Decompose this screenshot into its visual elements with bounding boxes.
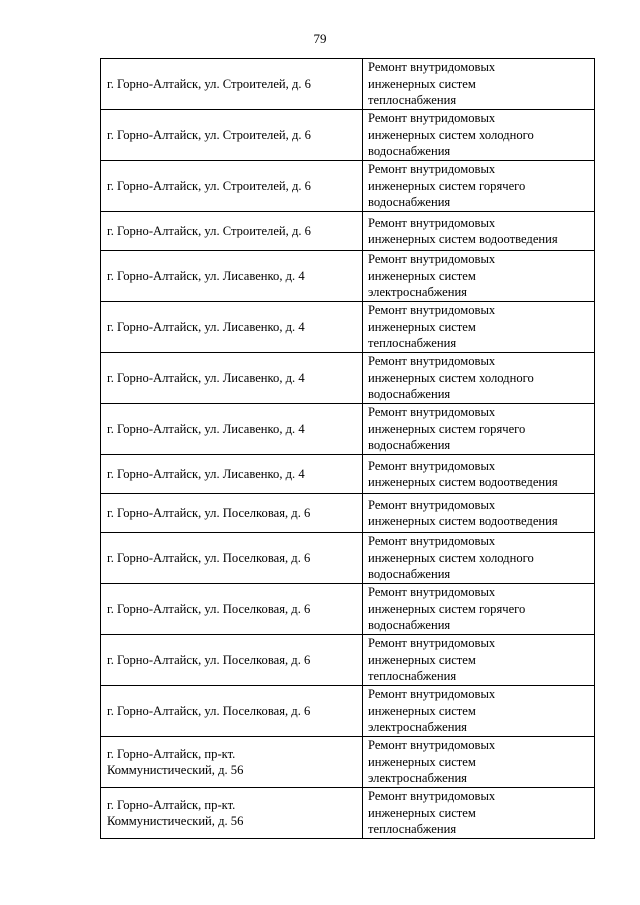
work-type-text: инженерных систем (368, 703, 476, 718)
work-type-text: Ремонт внутридомовых (368, 497, 496, 512)
address-text: г. Горно-Алтайск, ул. Поселковая, д. 6 (107, 703, 311, 718)
address-text: г. Горно-Алтайск, ул. Лисавенко, д. 4 (107, 319, 305, 334)
work-type-text: инженерных систем горячего (368, 178, 526, 193)
work-type-text: Ремонт внутридомовых (368, 215, 496, 230)
address-text: г. Горно-Алтайск, ул. Строителей, д. 6 (107, 76, 311, 91)
work-type-cell (363, 635, 595, 686)
work-type-text: Ремонт внутридомовых (368, 636, 496, 651)
table-row (101, 455, 595, 494)
work-type-text: Ремонт внутридомовых (368, 303, 496, 318)
work-type-text: водоснабжения (368, 144, 451, 159)
address-text: г. Горно-Алтайск, ул. Поселковая, д. 6 (107, 601, 311, 616)
work-type-text: теплоснабжения (368, 822, 457, 837)
address-text: Коммунистический, д. 56 (107, 814, 244, 828)
work-type-cell (363, 404, 595, 455)
address-cell (101, 635, 363, 686)
work-type-cell (363, 494, 595, 533)
address-text: г. Горно-Алтайск, ул. Лисавенко, д. 4 (107, 370, 305, 385)
table-row (101, 212, 595, 251)
work-type-text: инженерных систем горячего (368, 601, 526, 616)
work-type-text: электроснабжения (368, 771, 467, 786)
address-text: г. Горно-Алтайск, ул. Поселковая, д. 6 (107, 652, 311, 667)
work-type-text: теплоснабжения (368, 336, 457, 351)
address-text: г. Горно-Алтайск, ул. Строителей, д. 6 (107, 223, 311, 238)
address-cell (101, 302, 363, 353)
address-cell (101, 494, 363, 533)
address-text: г. Горно-Алтайск, ул. Строителей, д. 6 (107, 178, 311, 193)
address-text: г. Горно-Алтайск, ул. Строителей, д. 6 (107, 127, 311, 142)
work-type-cell (363, 251, 595, 302)
work-type-cell (363, 686, 595, 737)
address-cell (101, 161, 363, 212)
table-row (101, 788, 595, 839)
work-type-text: Ремонт внутридомовых (368, 458, 496, 473)
work-type-text: Ремонт внутридомовых (368, 585, 496, 600)
work-type-text: инженерных систем (368, 805, 476, 820)
work-type-text: водоснабжения (368, 567, 451, 582)
work-type-text: Ремонт внутридомовых (368, 111, 496, 126)
work-type-text: теплоснабжения (368, 669, 457, 684)
work-type-text: Ремонт внутридомовых (368, 60, 496, 75)
address-text: г. Горно-Алтайск, пр-кт. (107, 746, 236, 761)
table-row (101, 302, 595, 353)
address-cell (101, 737, 363, 788)
address-cell (101, 686, 363, 737)
address-cell (101, 788, 363, 839)
address-text: г. Горно-Алтайск, пр-кт. (107, 797, 236, 812)
work-type-text: инженерных систем (368, 268, 476, 283)
work-type-text: Ремонт внутридомовых (368, 738, 496, 753)
work-type-text: инженерных систем (368, 652, 476, 667)
work-type-cell (363, 455, 595, 494)
work-type-text: электроснабжения (368, 720, 467, 735)
address-text: Коммунистический, д. 56 (107, 763, 244, 777)
work-type-text: Ремонт внутридомовых (368, 405, 496, 420)
work-type-text: Ремонт внутридомовых (368, 162, 496, 177)
work-type-text: инженерных систем водоотведения (368, 514, 558, 528)
work-type-text: инженерных систем водоотведения (368, 475, 558, 489)
address-cell (101, 212, 363, 251)
work-type-cell (363, 353, 595, 404)
address-text: г. Горно-Алтайск, ул. Лисавенко, д. 4 (107, 421, 305, 436)
work-type-text: инженерных систем (368, 319, 476, 334)
table-row (101, 251, 595, 302)
table-row (101, 533, 595, 584)
address-cell (101, 455, 363, 494)
work-type-text: водоснабжения (368, 195, 451, 210)
work-type-text: инженерных систем холодного (368, 127, 534, 142)
work-type-cell (363, 212, 595, 251)
address-cell (101, 59, 363, 110)
work-type-text: водоснабжения (368, 387, 451, 402)
work-type-text: теплоснабжения (368, 93, 457, 108)
address-cell (101, 404, 363, 455)
work-type-text: Ремонт внутридомовых (368, 354, 496, 369)
work-type-text: Ремонт внутридомовых (368, 534, 496, 549)
table-row (101, 59, 595, 110)
address-text: г. Горно-Алтайск, ул. Лисавенко, д. 4 (107, 268, 305, 283)
work-type-text: инженерных систем холодного (368, 550, 534, 565)
table-row (101, 161, 595, 212)
address-text: г. Горно-Алтайск, ул. Лисавенко, д. 4 (107, 466, 305, 481)
work-type-cell (363, 302, 595, 353)
work-type-cell (363, 584, 595, 635)
work-type-text: инженерных систем водоотведения (368, 232, 558, 246)
table-row (101, 686, 595, 737)
work-type-cell (363, 110, 595, 161)
work-type-text: инженерных систем горячего (368, 421, 526, 436)
table-row (101, 737, 595, 788)
table-row (101, 353, 595, 404)
work-type-text: инженерных систем холодного (368, 370, 534, 385)
work-type-cell (363, 788, 595, 839)
work-type-text: инженерных систем (368, 754, 476, 769)
work-type-cell (363, 161, 595, 212)
address-cell (101, 584, 363, 635)
address-text: г. Горно-Алтайск, ул. Поселковая, д. 6 (107, 550, 311, 565)
address-cell (101, 353, 363, 404)
address-cell (101, 533, 363, 584)
address-text: г. Горно-Алтайск, ул. Поселковая, д. 6 (107, 505, 311, 520)
work-type-text: водоснабжения (368, 438, 451, 453)
work-type-text: электроснабжения (368, 285, 467, 300)
repair-works-table (100, 58, 595, 839)
work-type-text: водоснабжения (368, 618, 451, 633)
work-type-text: Ремонт внутридомовых (368, 252, 496, 267)
work-type-cell (363, 737, 595, 788)
work-type-cell (363, 533, 595, 584)
work-type-cell (363, 59, 595, 110)
table-row (101, 635, 595, 686)
table-body (101, 59, 595, 839)
address-cell (101, 251, 363, 302)
work-type-text: Ремонт внутридомовых (368, 789, 496, 804)
work-type-text: инженерных систем (368, 76, 476, 91)
table-row (101, 404, 595, 455)
address-cell (101, 110, 363, 161)
table-row (101, 110, 595, 161)
table-row (101, 494, 595, 533)
table-row (101, 584, 595, 635)
page-number: 79 (313, 31, 327, 46)
work-type-text: Ремонт внутридомовых (368, 687, 496, 702)
